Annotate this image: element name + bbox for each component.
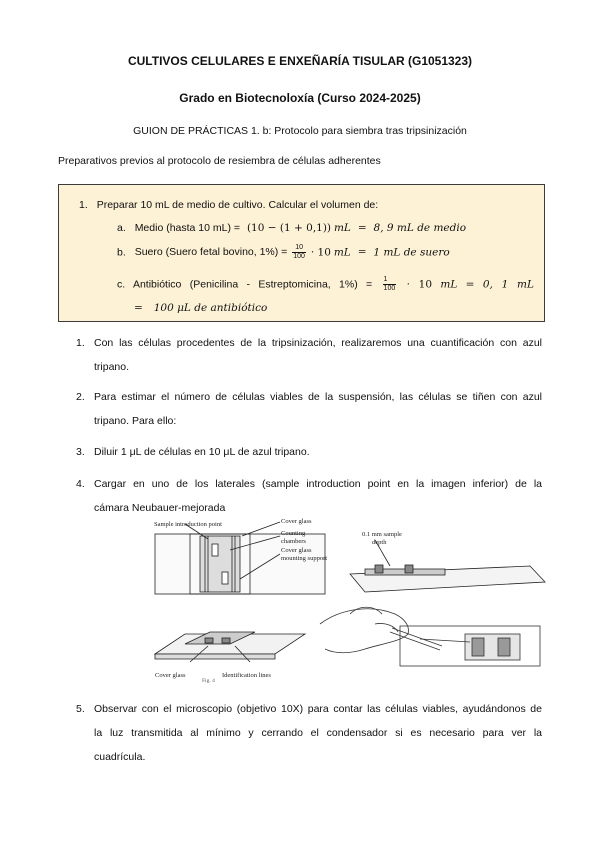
item-c-frac-den: 100 (383, 285, 396, 292)
item-c-times: · 10 (406, 278, 433, 291)
item-b-unit: mL (333, 246, 351, 259)
course-title: CULTIVOS CELULARES E ENXEÑARÍA TISULAR (G1051323) (127, 54, 473, 68)
step-1-number: 1. (76, 337, 85, 349)
step-5-line2: la luz transmitida al mínimo y cerrando el condensador si es necesario para ver la (94, 727, 542, 739)
item-b-result: 1 mL de suero (373, 246, 450, 259)
box-item1 (79, 199, 378, 211)
item-a-eq: = (357, 222, 367, 234)
step-5-number: 5. (76, 703, 85, 715)
item-c-eq2: = (134, 302, 143, 314)
box-item-a (117, 222, 466, 234)
label-depth-2: depth (372, 539, 387, 546)
guide-title: GUION DE PRÁCTICAS 1. b: Protocolo para siembra tras tripsinización (133, 125, 467, 137)
step-5-line1: Observar con el microscopio (objetivo 10X) para contar las células viables, ayudándonos de (94, 703, 542, 715)
item-c-frac-num: 1 (383, 276, 397, 285)
item-c-result2: 100 μL de antibiótico (153, 302, 268, 314)
item-a-expr: (10 − (1 + 0,1)) (246, 222, 332, 234)
hand-pipette-illustration (320, 607, 540, 666)
item-c-unit: mL (440, 278, 458, 291)
label-identification: Identification lines (222, 672, 271, 679)
step-3-line1: Diluir 1 μL de células en 10 μL de azul tripano. (94, 446, 310, 458)
label-fig-number: Fig. 4 (202, 678, 215, 684)
item-a-label: Medio (hasta 10 mL) = (134, 222, 241, 234)
item-b-eq: = (357, 246, 367, 259)
item-b-frac-num: 10 (292, 244, 306, 253)
item-c-result1: 0, 1 mL (482, 278, 534, 291)
label-depth-1: 0.1 mm sample (362, 531, 402, 538)
intro-text: Preparativos previos al protocolo de resiembra de células adherentes (58, 155, 381, 167)
box-item-c-cont (134, 302, 267, 314)
step-2-number: 2. (76, 391, 85, 403)
degree-title: Grado en Biotecnoloxía (Curso 2024-2025) (179, 91, 421, 105)
label-sample-point: Sample introduction point (154, 521, 222, 528)
label-cover-mounting-1: Cover glass (281, 547, 312, 554)
label-cover-glass: Cover glass (281, 518, 312, 525)
item-a-unit: mL (333, 222, 351, 234)
step-4-line2: cámara Neubauer-mejorada (94, 502, 226, 514)
step-2-line1: Para estimar el número de células viables de la suspensión, las células se tiñen con azul (94, 391, 542, 403)
item-b-letter: b. (117, 246, 126, 259)
step-2-line2: tripano. Para ello: (94, 415, 177, 427)
neubauer-chamber-figure (150, 514, 550, 684)
step-3-number: 3. (76, 446, 85, 458)
box-item1-number: 1. (79, 199, 88, 211)
label-chambers: chambers (281, 538, 306, 545)
item-a-result: 8, 9 mL de medio (373, 222, 467, 234)
box-item1-text: Preparar 10 mL de medio de cultivo. Calcular el volumen de: (96, 199, 379, 211)
item-c-fraction (383, 276, 397, 293)
chamber-perspective-view (155, 632, 305, 662)
box-item-c (117, 276, 534, 293)
item-b-fraction (292, 244, 306, 261)
step-4-number: 4. (76, 478, 85, 490)
chamber-side-view (350, 540, 545, 592)
item-b-label: Suero (Suero fetal bovino, 1%) = (134, 246, 288, 259)
label-cover-glass-bottom: Cover glass (155, 672, 186, 679)
step-1-line1: Con las células procedentes de la tripsinización, realizaremos una cuantificación con azul (94, 337, 542, 349)
item-b-frac-den: 100 (293, 253, 305, 260)
item-b-times: · 10 (310, 246, 331, 259)
item-a-letter: a. (117, 222, 126, 234)
label-cover-mounting-2: mounting support (281, 555, 328, 562)
item-c-eq: = (465, 278, 475, 291)
step-5-line3: cuadrícula. (94, 751, 146, 763)
label-counting: Counting (281, 530, 306, 537)
item-c-letter: c. (117, 278, 126, 291)
box-item-b (117, 244, 450, 261)
item-c-label: Antibiótico (Penicilina - Estreptomicina, 1%) = (132, 278, 373, 291)
step-4-line1: Cargar en uno de los laterales (sample introduction point en la imagen inferior) de la (94, 478, 542, 490)
step-1-line2: tripano. (94, 361, 130, 373)
